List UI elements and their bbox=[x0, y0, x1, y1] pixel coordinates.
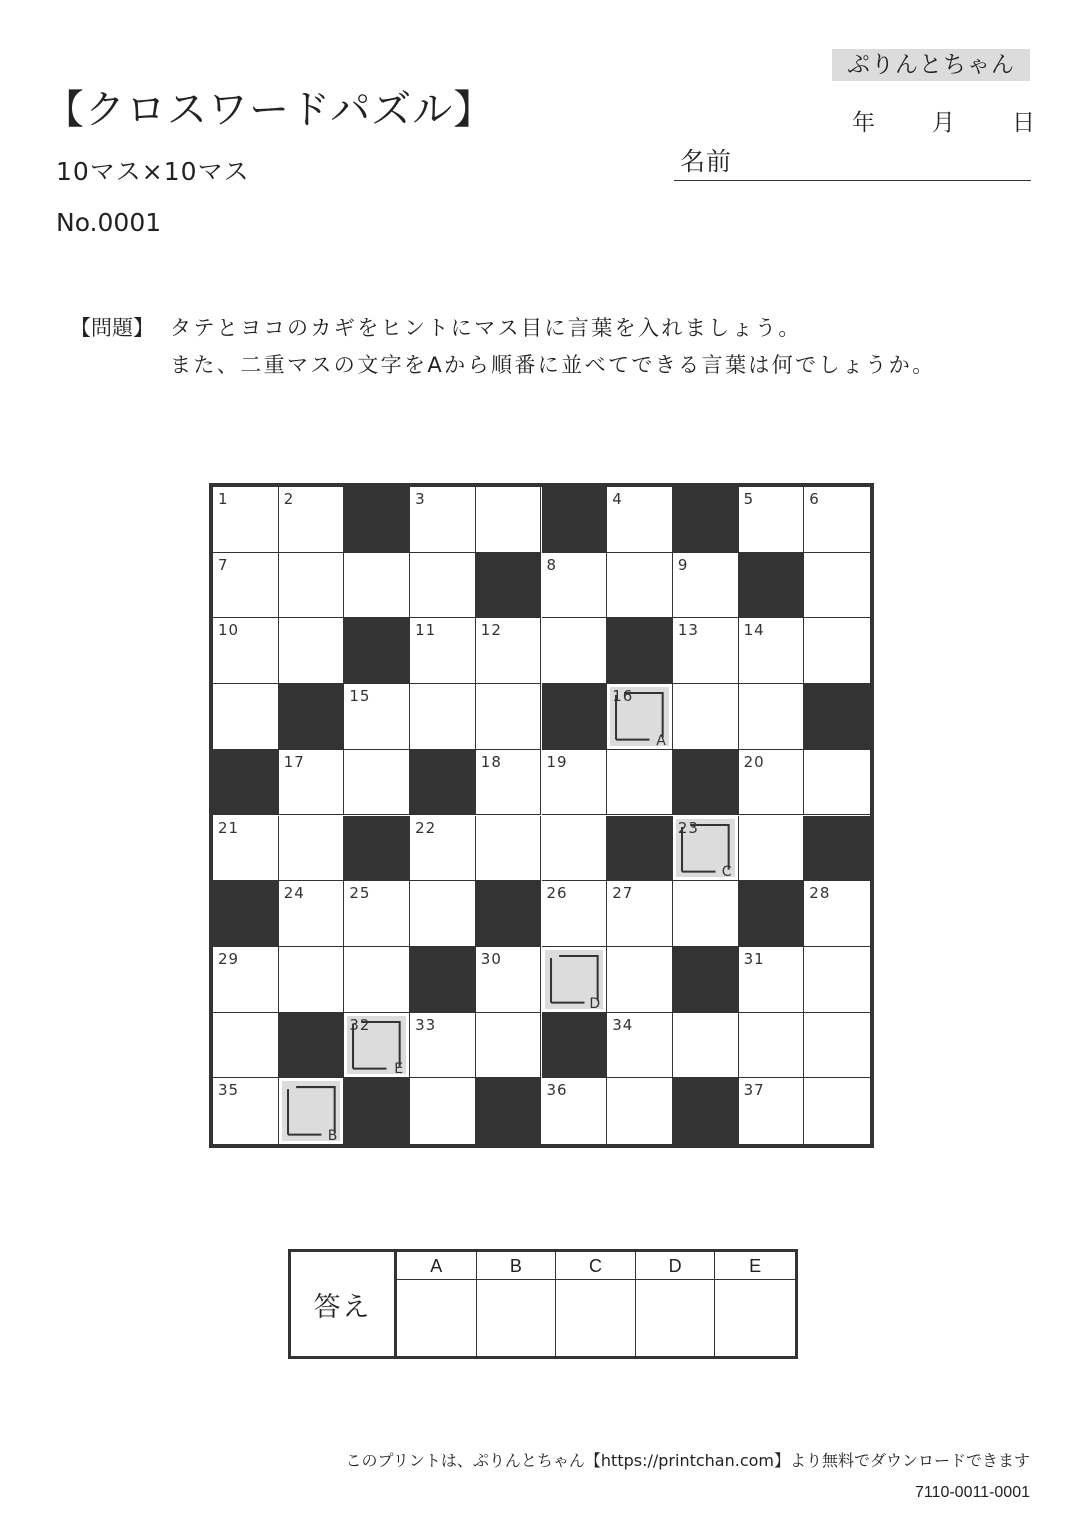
crossword-block bbox=[607, 816, 673, 882]
crossword-cell[interactable] bbox=[279, 947, 345, 1013]
crossword-block bbox=[344, 816, 410, 882]
clue-number: 26 bbox=[546, 884, 568, 903]
crossword-cell[interactable] bbox=[410, 553, 476, 619]
crossword-cell[interactable] bbox=[673, 881, 739, 947]
answer-box[interactable] bbox=[397, 1280, 476, 1356]
answer-label: 答え bbox=[291, 1252, 397, 1356]
crossword-cell[interactable] bbox=[739, 487, 805, 553]
crossword-block bbox=[673, 487, 739, 553]
clue-number: 3 bbox=[415, 490, 426, 508]
crossword-cell[interactable] bbox=[739, 1078, 805, 1144]
crossword-cell[interactable] bbox=[410, 816, 476, 882]
instruction-line: また、二重マスの文字をAから順番に並べてできる言葉は何でしょうか。 bbox=[170, 353, 936, 377]
crossword-cell[interactable] bbox=[344, 750, 410, 816]
clue-number: 24 bbox=[283, 884, 305, 903]
crossword-cell[interactable] bbox=[607, 750, 673, 816]
crossword-cell[interactable] bbox=[542, 553, 608, 619]
clue-number: 29 bbox=[218, 949, 240, 968]
crossword-cell[interactable] bbox=[804, 618, 870, 684]
clue-number: 10 bbox=[218, 621, 240, 640]
clue-number: 5 bbox=[743, 490, 755, 508]
crossword-cell[interactable] bbox=[410, 487, 476, 553]
crossword-cell[interactable] bbox=[410, 881, 476, 947]
clue-number: 31 bbox=[743, 949, 765, 968]
clue-number: 34 bbox=[612, 1015, 634, 1034]
crossword-block bbox=[213, 750, 279, 816]
answer-column bbox=[397, 1252, 477, 1356]
clue-number: 23 bbox=[677, 818, 699, 837]
document-code: 7110-0011-0001 bbox=[914, 1484, 1030, 1501]
crossword-cell[interactable] bbox=[607, 553, 673, 619]
crossword-block bbox=[476, 1078, 542, 1144]
answer-column bbox=[636, 1252, 716, 1356]
crossword-cell[interactable] bbox=[804, 750, 870, 816]
crossword-cell[interactable] bbox=[739, 618, 805, 684]
problem-tag: 【問題】 bbox=[70, 316, 154, 340]
crossword-cell[interactable] bbox=[344, 684, 410, 750]
crossword-special-cell[interactable] bbox=[279, 1078, 345, 1144]
crossword-block bbox=[344, 1078, 410, 1144]
crossword-block bbox=[213, 881, 279, 947]
clue-number: 32 bbox=[349, 1015, 371, 1034]
crossword-cell[interactable] bbox=[542, 1078, 608, 1144]
crossword-cell[interactable] bbox=[279, 618, 345, 684]
crossword-cell[interactable] bbox=[410, 1078, 476, 1144]
crossword-cell[interactable] bbox=[476, 750, 542, 816]
answer-column bbox=[556, 1252, 636, 1356]
crossword-block bbox=[410, 750, 476, 816]
crossword-cell[interactable] bbox=[279, 816, 345, 882]
crossword-block bbox=[542, 487, 608, 553]
crossword-cell[interactable] bbox=[673, 553, 739, 619]
crossword-cell[interactable] bbox=[344, 553, 410, 619]
crossword-cell[interactable] bbox=[213, 487, 279, 553]
clue-number: 30 bbox=[480, 949, 502, 968]
clue-number: 22 bbox=[415, 818, 437, 837]
clue-number: 17 bbox=[283, 752, 305, 771]
clue-number: 9 bbox=[677, 555, 689, 574]
special-cell-letter: B bbox=[327, 1127, 338, 1144]
crossword-cell[interactable] bbox=[476, 618, 542, 684]
answer-column bbox=[477, 1252, 557, 1356]
crossword-cell[interactable] bbox=[476, 816, 542, 882]
crossword-cell[interactable] bbox=[213, 618, 279, 684]
instruction-line: タテとヨコのカギをヒントにマス目に言葉を入れましょう。 bbox=[170, 316, 802, 340]
crossword-cell[interactable] bbox=[476, 1013, 542, 1079]
crossword-special-cell[interactable] bbox=[607, 684, 673, 750]
special-cell-letter: D bbox=[589, 995, 601, 1012]
crossword-cell[interactable] bbox=[607, 1013, 673, 1079]
crossword-cell[interactable] bbox=[739, 684, 805, 750]
crossword-cell[interactable] bbox=[344, 947, 410, 1013]
answer-table bbox=[288, 1249, 798, 1359]
crossword-cell[interactable] bbox=[213, 684, 279, 750]
crossword-cell[interactable] bbox=[804, 947, 870, 1013]
crossword-cell[interactable] bbox=[739, 947, 805, 1013]
crossword-cell[interactable] bbox=[739, 750, 805, 816]
clue-number: 20 bbox=[743, 752, 765, 771]
crossword-block bbox=[476, 553, 542, 619]
crossword-cell[interactable] bbox=[804, 487, 870, 553]
crossword-cell[interactable] bbox=[476, 684, 542, 750]
crossword-block bbox=[542, 1013, 608, 1079]
crossword-cell[interactable] bbox=[607, 487, 673, 553]
crossword-block bbox=[607, 618, 673, 684]
crossword-block bbox=[344, 487, 410, 553]
crossword-special-cell[interactable] bbox=[673, 816, 739, 882]
brand-badge: ぷりんとちゃん bbox=[832, 49, 1030, 81]
answer-box[interactable] bbox=[636, 1280, 715, 1356]
answer-column-header: A bbox=[397, 1252, 476, 1280]
clue-number: 15 bbox=[349, 687, 371, 706]
answer-column-header: B bbox=[477, 1252, 556, 1280]
clue-number: 35 bbox=[218, 1081, 240, 1100]
crossword-cell[interactable] bbox=[279, 750, 345, 816]
crossword-cell[interactable] bbox=[542, 881, 608, 947]
name-label: 名前 bbox=[680, 147, 733, 176]
date-year-label: 年 bbox=[852, 110, 875, 136]
crossword-cell[interactable] bbox=[673, 618, 739, 684]
clue-number: 1 bbox=[218, 490, 229, 508]
crossword-cell[interactable] bbox=[542, 618, 608, 684]
crossword-cell[interactable] bbox=[213, 553, 279, 619]
clue-number: 19 bbox=[546, 752, 568, 771]
crossword-cell[interactable] bbox=[804, 553, 870, 619]
crossword-block bbox=[279, 684, 345, 750]
clue-number: 37 bbox=[743, 1081, 765, 1100]
crossword-cell[interactable] bbox=[279, 487, 345, 553]
clue-number: 4 bbox=[612, 490, 623, 508]
crossword-cell[interactable] bbox=[279, 553, 345, 619]
crossword-cell[interactable] bbox=[739, 1013, 805, 1079]
clue-number: 36 bbox=[546, 1081, 568, 1100]
crossword-cell[interactable] bbox=[213, 816, 279, 882]
grid-size-label: 10マス×10マス bbox=[56, 157, 250, 186]
crossword-block bbox=[804, 684, 870, 750]
crossword-block bbox=[739, 553, 805, 619]
crossword-cell[interactable] bbox=[804, 1013, 870, 1079]
clue-number: 13 bbox=[677, 621, 699, 640]
crossword-block bbox=[673, 1078, 739, 1144]
answer-column-header: C bbox=[556, 1252, 635, 1280]
crossword-grid bbox=[209, 483, 874, 1148]
clue-number: 12 bbox=[480, 621, 502, 640]
date-month-label: 月 bbox=[932, 110, 955, 136]
crossword-block bbox=[804, 816, 870, 882]
crossword-cell[interactable] bbox=[213, 947, 279, 1013]
clue-number: 16 bbox=[612, 687, 634, 706]
puzzle-number: No.0001 bbox=[56, 208, 162, 237]
answer-box[interactable] bbox=[556, 1280, 635, 1356]
clue-number: 18 bbox=[480, 752, 502, 771]
crossword-cell[interactable] bbox=[804, 1078, 870, 1144]
clue-number: 11 bbox=[415, 621, 437, 640]
crossword-block bbox=[739, 881, 805, 947]
clue-number: 33 bbox=[415, 1015, 437, 1034]
crossword-special-cell[interactable] bbox=[344, 1013, 410, 1079]
clue-number: 27 bbox=[612, 884, 634, 903]
special-cell-letter: E bbox=[394, 1061, 404, 1078]
crossword-block bbox=[542, 684, 608, 750]
date-day-label: 日 bbox=[1012, 110, 1035, 136]
crossword-cell[interactable] bbox=[739, 816, 805, 882]
crossword-cell[interactable] bbox=[673, 684, 739, 750]
clue-number: 14 bbox=[743, 621, 765, 640]
crossword-cell[interactable] bbox=[213, 1078, 279, 1144]
footer-note: このプリントは、ぷりんとちゃん【https://printchan.com】より無料でダウンロードできます bbox=[345, 1451, 1030, 1470]
crossword-block bbox=[476, 881, 542, 947]
clue-number: 6 bbox=[809, 490, 820, 508]
crossword-cell[interactable] bbox=[542, 816, 608, 882]
clue-number: 2 bbox=[283, 490, 295, 508]
crossword-cell[interactable] bbox=[804, 881, 870, 947]
crossword-cell[interactable] bbox=[476, 487, 542, 553]
answer-column-header: E bbox=[715, 1252, 795, 1280]
crossword-cell[interactable] bbox=[607, 1078, 673, 1144]
crossword-cell[interactable] bbox=[607, 881, 673, 947]
crossword-cell[interactable] bbox=[410, 684, 476, 750]
crossword-cell[interactable] bbox=[410, 618, 476, 684]
clue-number: 21 bbox=[218, 818, 240, 837]
answer-column bbox=[715, 1252, 795, 1356]
crossword-cell[interactable] bbox=[476, 947, 542, 1013]
answer-box[interactable] bbox=[715, 1280, 795, 1356]
crossword-block bbox=[279, 1013, 345, 1079]
clue-number: 7 bbox=[218, 555, 229, 574]
answer-box[interactable] bbox=[477, 1280, 556, 1356]
crossword-cell[interactable] bbox=[542, 750, 608, 816]
clue-number: 28 bbox=[809, 884, 831, 903]
crossword-block bbox=[673, 750, 739, 816]
crossword-cell[interactable] bbox=[344, 881, 410, 947]
clue-number: 8 bbox=[546, 555, 558, 574]
page-title: 【クロスワードパズル】 bbox=[44, 87, 495, 133]
crossword-block bbox=[344, 618, 410, 684]
special-cell-letter: C bbox=[721, 864, 732, 881]
crossword-cell[interactable] bbox=[279, 881, 345, 947]
crossword-cell[interactable] bbox=[410, 1013, 476, 1079]
clue-number: 25 bbox=[349, 884, 371, 903]
crossword-special-cell[interactable] bbox=[542, 947, 608, 1013]
answer-column-header: D bbox=[636, 1252, 715, 1280]
crossword-block bbox=[673, 947, 739, 1013]
crossword-cell[interactable] bbox=[607, 947, 673, 1013]
name-field-line[interactable] bbox=[674, 180, 1031, 181]
crossword-cell[interactable] bbox=[213, 1013, 279, 1079]
special-cell-letter: A bbox=[656, 732, 666, 749]
crossword-cell[interactable] bbox=[673, 1013, 739, 1079]
crossword-block bbox=[410, 947, 476, 1013]
